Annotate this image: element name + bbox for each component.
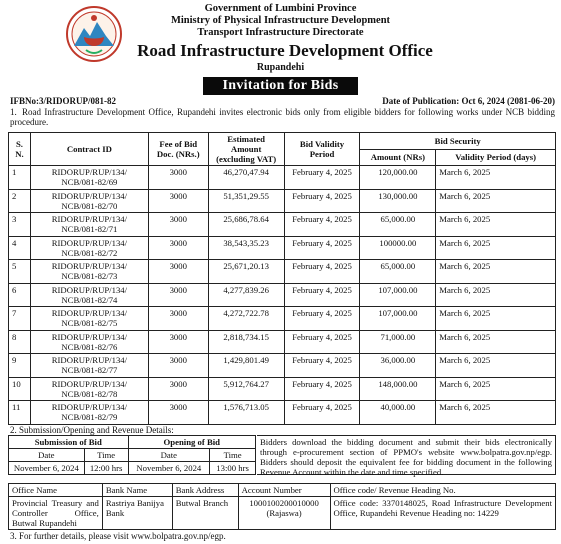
cell-contract-id	[30, 330, 148, 354]
cell-amount: 38,543,35.23	[208, 236, 284, 260]
gov-line-2: Ministry of Physical Infrastructure Development	[170, 15, 391, 26]
col-validity: Bid Validity Period	[284, 133, 360, 166]
banner-wrap	[0, 77, 561, 95]
submission-heading: 2. Submission/Opening and Revenue Details:	[10, 425, 174, 435]
cell-security-validity: March 6, 2025	[436, 236, 556, 260]
rev-bank-name: Rastriya Banijya Bank	[102, 497, 172, 530]
open-date-label: Date	[128, 449, 210, 462]
cell-security-amount: 100000.00	[360, 236, 436, 260]
sub-time-label: Time	[84, 449, 128, 462]
table-row	[9, 330, 556, 354]
footer-note: 3. For further details, please visit www.bolpatra.gov.np/egp.	[10, 531, 226, 541]
open-time-label: Time	[210, 449, 256, 462]
cell-contract-id	[30, 354, 148, 378]
cell-contract-id	[30, 401, 148, 425]
cell-validity: February 4, 2025	[284, 401, 360, 425]
cell-security-amount: 120,000.00	[360, 166, 436, 190]
col-amount: Estimated Amount (excluding VAT)	[208, 133, 284, 166]
cell-sn: 1	[9, 166, 31, 190]
gov-line-3: Transport Infrastructure Directorate	[197, 27, 364, 38]
cell-sn: 6	[9, 283, 31, 307]
contract-id-line-1: RIDORUP/RUP/134/	[51, 402, 128, 412]
col-security-amount: Amount (NRs)	[360, 149, 436, 166]
cell-security-validity: March 6, 2025	[436, 166, 556, 190]
cell-validity: February 4, 2025	[284, 307, 360, 331]
cell-fee: 3000	[148, 307, 208, 331]
cell-security-amount: 130,000.00	[360, 189, 436, 213]
cell-validity: February 4, 2025	[284, 260, 360, 284]
table-row	[9, 377, 556, 401]
cell-fee: 3000	[148, 166, 208, 190]
contract-id-line-1: RIDORUP/RUP/134/	[51, 331, 128, 342]
contract-id-line-2: NCB/081-82/73	[61, 271, 118, 281]
sub-date: November 6, 2024	[9, 462, 85, 475]
cell-contract-id	[30, 377, 148, 401]
cell-amount: 51,351,29.55	[208, 189, 284, 213]
sub-time: 12:00 hrs	[84, 462, 128, 475]
col-security-validity: Validity Period (days)	[436, 149, 556, 166]
table-row	[9, 213, 556, 237]
cell-security-validity: March 6, 2025	[436, 283, 556, 307]
rev-office-code: Office code: 3370148025, Road Infrastructure Development Office, Rupandehi Revenue Heading no: 14229	[330, 497, 555, 530]
ifb-number: IFBNo:3/RIDORUP/081-82	[10, 96, 116, 106]
cell-amount: 4,277,839.26	[208, 283, 284, 307]
cell-contract-id	[30, 189, 148, 213]
cell-sn: 11	[9, 401, 31, 425]
table-row	[9, 283, 556, 307]
cell-amount: 1,576,713.05	[208, 401, 284, 425]
cell-contract-id	[30, 307, 148, 331]
cell-security-amount: 148,000.00	[360, 377, 436, 401]
table-row	[9, 307, 556, 331]
contract-id-line-1: RIDORUP/RUP/134/	[51, 237, 128, 248]
cell-security-validity: March 6, 2025	[436, 307, 556, 331]
cell-validity: February 4, 2025	[284, 283, 360, 307]
cell-amount: 2,818,734.15	[208, 330, 284, 354]
opening-label: Opening of Bid	[128, 436, 255, 449]
cell-fee: 3000	[148, 283, 208, 307]
table-row	[9, 189, 556, 213]
table-row	[9, 354, 556, 378]
open-time: 13:00 hrs	[210, 462, 256, 475]
contract-id-line-2: NCB/081-82/72	[61, 247, 118, 258]
contract-id-line-1: RIDORUP/RUP/134/	[51, 167, 128, 177]
cell-security-amount: 40,000.00	[360, 401, 436, 425]
cell-security-validity: March 6, 2025	[436, 213, 556, 237]
cell-fee: 3000	[148, 377, 208, 401]
cell-security-validity: March 6, 2025	[436, 377, 556, 401]
table-row	[9, 236, 556, 260]
cell-sn: 10	[9, 377, 31, 401]
contract-id-line-2: NCB/081-82/75	[61, 318, 118, 328]
cell-fee: 3000	[148, 260, 208, 284]
submission-label: Submission of Bid	[9, 436, 129, 449]
submission-note: Bidders download the bidding document and submit their bids electronically through e-procurement section of PPMO's website www.bolpatra.gov.np/egp. Bidders should deposit the equivalent fee for bidding document in the following Revenue Account within the date and time specified.	[257, 435, 556, 475]
table-row	[9, 401, 556, 425]
cell-validity: February 4, 2025	[284, 236, 360, 260]
notice-header	[0, 0, 561, 73]
revenue-header-row	[9, 484, 556, 497]
publication-date: Date of Publication: Oct 6, 2024 (2081-06-20)	[382, 96, 555, 106]
cell-sn: 5	[9, 260, 31, 284]
cell-security-validity: March 6, 2025	[436, 401, 556, 425]
cell-contract-id	[30, 213, 148, 237]
contract-id-line-2: NCB/081-82/79	[61, 412, 118, 422]
submission-values-row	[9, 462, 256, 475]
district-name: Rupandehi	[256, 62, 305, 73]
contract-id-line-2: NCB/081-82/69	[61, 177, 118, 187]
cell-contract-id	[30, 260, 148, 284]
cell-validity: February 4, 2025	[284, 189, 360, 213]
rev-col-account: Account Number	[238, 484, 330, 497]
cell-validity: February 4, 2025	[284, 166, 360, 190]
cell-security-validity: March 6, 2025	[436, 189, 556, 213]
office-title: Road Infrastructure Development Office	[137, 41, 433, 60]
contract-id-line-1: RIDORUP/RUP/134/	[51, 308, 128, 318]
intro-text: Road Infrastructure Development Office, Rupandehi invites electronic bids only from eligible bidders for following works under NCB bidding procedure.	[10, 107, 555, 128]
cell-validity: February 4, 2025	[284, 213, 360, 237]
cell-security-amount: 107,000.00	[360, 307, 436, 331]
intro-number: 1.	[10, 107, 17, 117]
cell-contract-id	[30, 236, 148, 260]
intro-paragraph	[10, 107, 555, 128]
bids-table	[8, 132, 556, 425]
cell-fee: 3000	[148, 236, 208, 260]
cell-sn: 3	[9, 213, 31, 237]
cell-sn: 4	[9, 236, 31, 260]
col-contract-id: Contract ID	[30, 133, 148, 166]
cell-security-validity: March 6, 2025	[436, 260, 556, 284]
cell-fee: 3000	[148, 401, 208, 425]
cell-amount: 4,272,722.78	[208, 307, 284, 331]
submission-table	[8, 435, 256, 475]
rev-office-name: Provincial Treasury and Controller Office, Butwal Rupandehi	[9, 497, 103, 530]
gov-line-1: Government of Lumbini Province	[204, 3, 357, 14]
contract-id-line-2: NCB/081-82/74	[61, 294, 118, 305]
cell-security-validity: March 6, 2025	[436, 354, 556, 378]
submission-header-row	[9, 436, 256, 449]
contract-id-line-2: NCB/081-82/78	[61, 388, 118, 399]
contract-id-line-1: RIDORUP/RUP/134/	[51, 378, 128, 389]
table-row	[9, 260, 556, 284]
contract-id-line-1: RIDORUP/RUP/134/	[51, 355, 128, 365]
rev-account-number: 1000100200010000	[249, 498, 319, 508]
cell-sn: 9	[9, 354, 31, 378]
cell-validity: February 4, 2025	[284, 330, 360, 354]
cell-fee: 3000	[148, 189, 208, 213]
open-date: November 6, 2024	[128, 462, 210, 475]
cell-amount: 46,270,47.94	[208, 166, 284, 190]
contract-id-line-2: NCB/081-82/76	[61, 341, 118, 352]
rev-col-address: Bank Address	[172, 484, 238, 497]
rev-account	[238, 497, 330, 530]
cell-validity: February 4, 2025	[284, 354, 360, 378]
cell-fee: 3000	[148, 354, 208, 378]
table-row	[9, 166, 556, 190]
cell-security-amount: 65,000.00	[360, 213, 436, 237]
bids-header-row	[9, 133, 556, 150]
rev-bank-address: Butwal Branch	[172, 497, 238, 530]
bids-body	[9, 166, 556, 425]
revenue-table	[8, 483, 556, 530]
rev-account-note: (Rajaswa)	[266, 508, 302, 518]
contract-id-line-1: RIDORUP/RUP/134/	[51, 261, 128, 271]
cell-security-amount: 36,000.00	[360, 354, 436, 378]
cell-validity: February 4, 2025	[284, 377, 360, 401]
rev-col-office: Office Name	[9, 484, 103, 497]
contract-id-line-2: NCB/081-82/71	[61, 224, 118, 234]
col-security: Bid Security	[360, 133, 556, 150]
cell-contract-id	[30, 283, 148, 307]
banner-title: Invitation for Bids	[203, 77, 359, 95]
cell-sn: 2	[9, 189, 31, 213]
cell-sn: 7	[9, 307, 31, 331]
cell-security-validity: March 6, 2025	[436, 330, 556, 354]
contract-id-line-1: RIDORUP/RUP/134/	[51, 214, 128, 224]
cell-amount: 25,686,78.64	[208, 213, 284, 237]
cell-amount: 25,671,20.13	[208, 260, 284, 284]
cell-fee: 3000	[148, 330, 208, 354]
contract-id-line-2: NCB/081-82/77	[61, 365, 118, 375]
cell-amount: 5,912,764.27	[208, 377, 284, 401]
rev-col-bank: Bank Name	[102, 484, 172, 497]
cell-security-amount: 71,000.00	[360, 330, 436, 354]
rev-col-code: Office code/ Revenue Heading No.	[330, 484, 555, 497]
revenue-values-row	[9, 497, 556, 530]
sub-date-label: Date	[9, 449, 85, 462]
col-fee: Fee of Bid Doc. (NRs.)	[148, 133, 208, 166]
col-sn: S. N.	[9, 133, 31, 166]
contract-id-line-1: RIDORUP/RUP/134/	[51, 284, 128, 295]
cell-security-amount: 107,000.00	[360, 283, 436, 307]
cell-contract-id	[30, 166, 148, 190]
reference-line	[10, 96, 555, 106]
contract-id-line-2: NCB/081-82/70	[61, 200, 118, 211]
cell-security-amount: 65,000.00	[360, 260, 436, 284]
cell-fee: 3000	[148, 213, 208, 237]
cell-amount: 1,429,801.49	[208, 354, 284, 378]
submission-subheader-row	[9, 449, 256, 462]
cell-sn: 8	[9, 330, 31, 354]
contract-id-line-1: RIDORUP/RUP/134/	[51, 190, 128, 201]
